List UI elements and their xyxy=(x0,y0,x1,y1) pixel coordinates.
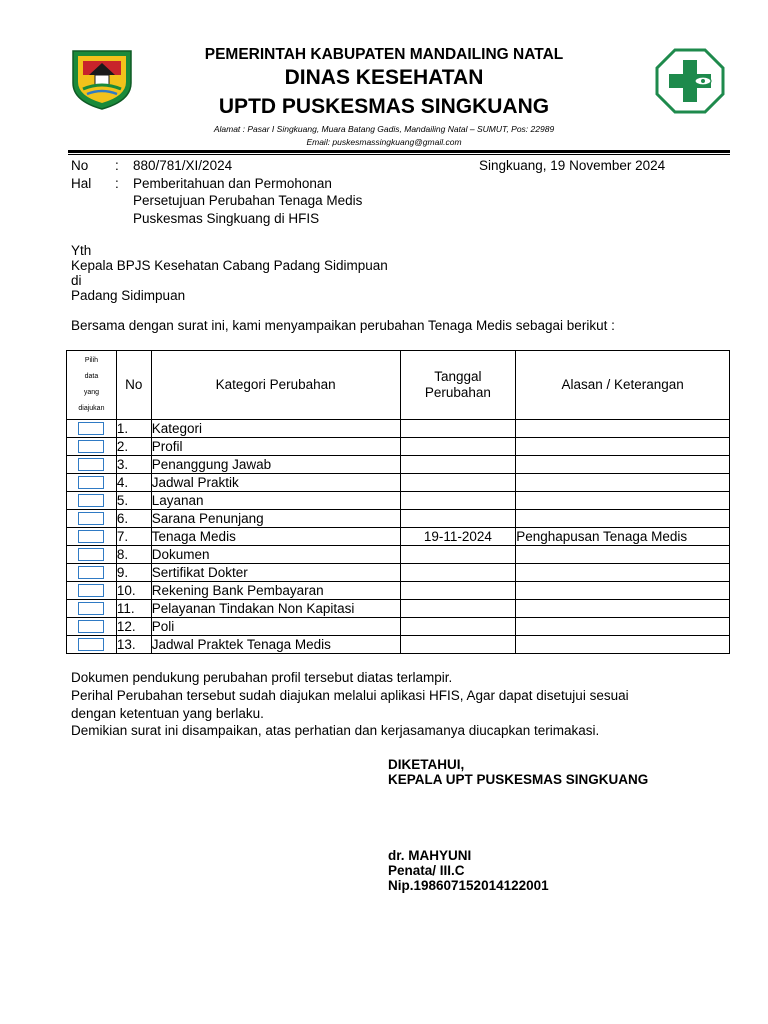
row-category: Profil xyxy=(151,438,400,456)
row-reason xyxy=(516,438,730,456)
row-category: Tenaga Medis xyxy=(151,528,400,546)
row-reason xyxy=(516,492,730,510)
header-pick-line: diajukan xyxy=(78,405,105,412)
row-checkbox[interactable] xyxy=(78,476,104,489)
row-number: 1. xyxy=(116,420,151,438)
table-row xyxy=(67,582,730,600)
row-number: 3. xyxy=(116,456,151,474)
row-reason: Penghapusan Tenaga Medis xyxy=(516,528,730,546)
row-number: 4. xyxy=(116,474,151,492)
header-email: Email: puskesmassingkuang@gmail.com xyxy=(306,137,462,147)
row-date xyxy=(400,582,516,600)
row-reason xyxy=(516,618,730,636)
row-reason xyxy=(516,546,730,564)
row-category: Rekening Bank Pembayaran xyxy=(151,582,400,600)
row-select-cell xyxy=(67,528,117,546)
header-pick xyxy=(67,351,117,420)
row-reason xyxy=(516,636,730,654)
subject-line: Pemberitahuan dan Permohonan xyxy=(133,176,332,191)
row-number: 7. xyxy=(116,528,151,546)
signature-role: KEPALA UPT PUSKESMAS SINGKUANG xyxy=(388,772,649,787)
row-number: 11. xyxy=(116,600,151,618)
signature-rank: Penata/ III.C xyxy=(388,863,465,878)
table-row xyxy=(67,474,730,492)
signature-nip: Nip.198607152014122001 xyxy=(388,878,549,893)
row-number: 8. xyxy=(116,546,151,564)
subject-line: Persetujuan Perubahan Tenaga Medis xyxy=(133,193,363,208)
row-checkbox[interactable] xyxy=(78,440,104,453)
row-category: Kategori xyxy=(151,420,400,438)
row-date xyxy=(400,438,516,456)
row-date xyxy=(400,618,516,636)
header-pick-line: Pilih xyxy=(84,357,99,364)
hal-label: Hal xyxy=(71,176,92,191)
row-number: 2. xyxy=(116,438,151,456)
row-select-cell xyxy=(67,456,117,474)
row-category: Layanan xyxy=(151,492,400,510)
no-colon: : xyxy=(115,158,119,173)
row-select-cell xyxy=(67,438,117,456)
header-category: Kategori Perubahan xyxy=(151,351,400,420)
table-header-row xyxy=(67,351,730,420)
row-number: 10. xyxy=(116,582,151,600)
letter-place-date: Singkuang, 19 November 2024 xyxy=(479,158,666,173)
table-row xyxy=(67,456,730,474)
row-checkbox[interactable] xyxy=(78,620,104,633)
header-rule-thin xyxy=(68,154,730,155)
table-row xyxy=(67,420,730,438)
header-rule-thick xyxy=(68,150,730,153)
closing-line: Perihal Perubahan tersebut sudah diajukan melalui aplikasi HFIS, Agar dapat disetujui sesuai xyxy=(71,688,629,703)
table-row xyxy=(67,438,730,456)
row-checkbox[interactable] xyxy=(78,458,104,471)
header-date-line: Tanggal xyxy=(434,369,482,384)
table-row xyxy=(67,600,730,618)
row-select-cell xyxy=(67,492,117,510)
row-date xyxy=(400,636,516,654)
recipient-line: di xyxy=(71,273,82,288)
row-category: Sarana Penunjang xyxy=(151,510,400,528)
header-department: DINAS KESEHATAN xyxy=(284,66,484,89)
row-date xyxy=(400,456,516,474)
table-row xyxy=(67,528,730,546)
row-checkbox[interactable] xyxy=(78,566,104,579)
row-reason xyxy=(516,474,730,492)
row-reason xyxy=(516,564,730,582)
recipient-line: Yth xyxy=(71,243,92,258)
row-select-cell xyxy=(67,474,117,492)
header-puskesmas: UPTD PUSKESMAS SINGKUANG xyxy=(218,95,550,118)
row-checkbox[interactable] xyxy=(78,512,104,525)
row-category: Dokumen xyxy=(151,546,400,564)
subject-line: Puskesmas Singkuang di HFIS xyxy=(133,211,320,226)
closing-line: Demikian surat ini disampaikan, atas perhatian dan kerjasamanya diucapkan terimakasi. xyxy=(71,723,600,738)
row-category: Jadwal Praktik xyxy=(151,474,400,492)
row-checkbox[interactable] xyxy=(78,638,104,651)
row-category: Jadwal Praktek Tenaga Medis xyxy=(151,636,400,654)
row-number: 6. xyxy=(116,510,151,528)
row-select-cell xyxy=(67,420,117,438)
row-reason xyxy=(516,582,730,600)
header-pick-line: data xyxy=(84,373,99,380)
row-checkbox[interactable] xyxy=(78,548,104,561)
recipient-line: Kepala BPJS Kesehatan Cabang Padang Sidimpuan xyxy=(71,258,388,273)
row-category: Sertifikat Dokter xyxy=(151,564,400,582)
row-checkbox[interactable] xyxy=(78,602,104,615)
table-row xyxy=(67,618,730,636)
row-select-cell xyxy=(67,600,117,618)
table-row xyxy=(67,492,730,510)
row-select-cell xyxy=(67,618,117,636)
row-number: 12. xyxy=(116,618,151,636)
regency-crest-icon xyxy=(69,45,135,111)
row-category: Penanggung Jawab xyxy=(151,456,400,474)
row-reason xyxy=(516,510,730,528)
header-date-line: Perubahan xyxy=(424,385,491,400)
header-reason: Alasan / Keterangan xyxy=(516,351,730,420)
row-date xyxy=(400,492,516,510)
hal-colon: : xyxy=(115,176,119,191)
intro-paragraph: Bersama dengan surat ini, kami menyampaikan perubahan Tenaga Medis sebagai berikut : xyxy=(71,318,615,333)
row-checkbox[interactable] xyxy=(78,494,104,507)
row-date xyxy=(400,600,516,618)
row-category: Poli xyxy=(151,618,400,636)
row-number: 9. xyxy=(116,564,151,582)
row-select-cell xyxy=(67,546,117,564)
table-row xyxy=(67,564,730,582)
header-pick-line: yang xyxy=(83,389,100,396)
row-date xyxy=(400,546,516,564)
row-date xyxy=(400,510,516,528)
row-date xyxy=(400,420,516,438)
header-no: No xyxy=(116,351,151,420)
no-label: No xyxy=(71,158,89,173)
change-table xyxy=(66,350,730,654)
table-row xyxy=(67,510,730,528)
row-select-cell xyxy=(67,636,117,654)
table-row xyxy=(67,636,730,654)
header-address: Alamat : Pasar I Singkuang, Muara Batang Gadis, Mandailing Natal – SUMUT, Pos: 22989 xyxy=(213,124,555,134)
row-reason xyxy=(516,456,730,474)
row-date xyxy=(400,474,516,492)
health-cross-icon xyxy=(655,48,725,114)
recipient-line: Padang Sidimpuan xyxy=(71,288,186,303)
row-number: 13. xyxy=(116,636,151,654)
closing-line: Dokumen pendukung perubahan profil tersebut diatas terlampir. xyxy=(71,670,453,685)
row-number: 5. xyxy=(116,492,151,510)
row-category: Pelayanan Tindakan Non Kapitasi xyxy=(151,600,400,618)
row-checkbox[interactable] xyxy=(78,530,104,543)
row-checkbox[interactable] xyxy=(78,422,104,435)
row-reason xyxy=(516,600,730,618)
row-reason xyxy=(516,420,730,438)
row-date xyxy=(400,564,516,582)
closing-line: dengan ketentuan yang berlaku. xyxy=(71,706,264,721)
signature-ack: DIKETAHUI, xyxy=(388,757,465,772)
signature-name: dr. MAHYUNI xyxy=(388,848,472,863)
letter-number: 880/781/XI/2024 xyxy=(133,158,233,173)
table-row xyxy=(67,546,730,564)
row-select-cell xyxy=(67,564,117,582)
header-date xyxy=(400,351,516,420)
row-date: 19-11-2024 xyxy=(400,528,516,546)
header-government: PEMERINTAH KABUPATEN MANDAILING NATAL xyxy=(204,46,564,63)
row-checkbox[interactable] xyxy=(78,584,104,597)
row-select-cell xyxy=(67,510,117,528)
row-select-cell xyxy=(67,582,117,600)
